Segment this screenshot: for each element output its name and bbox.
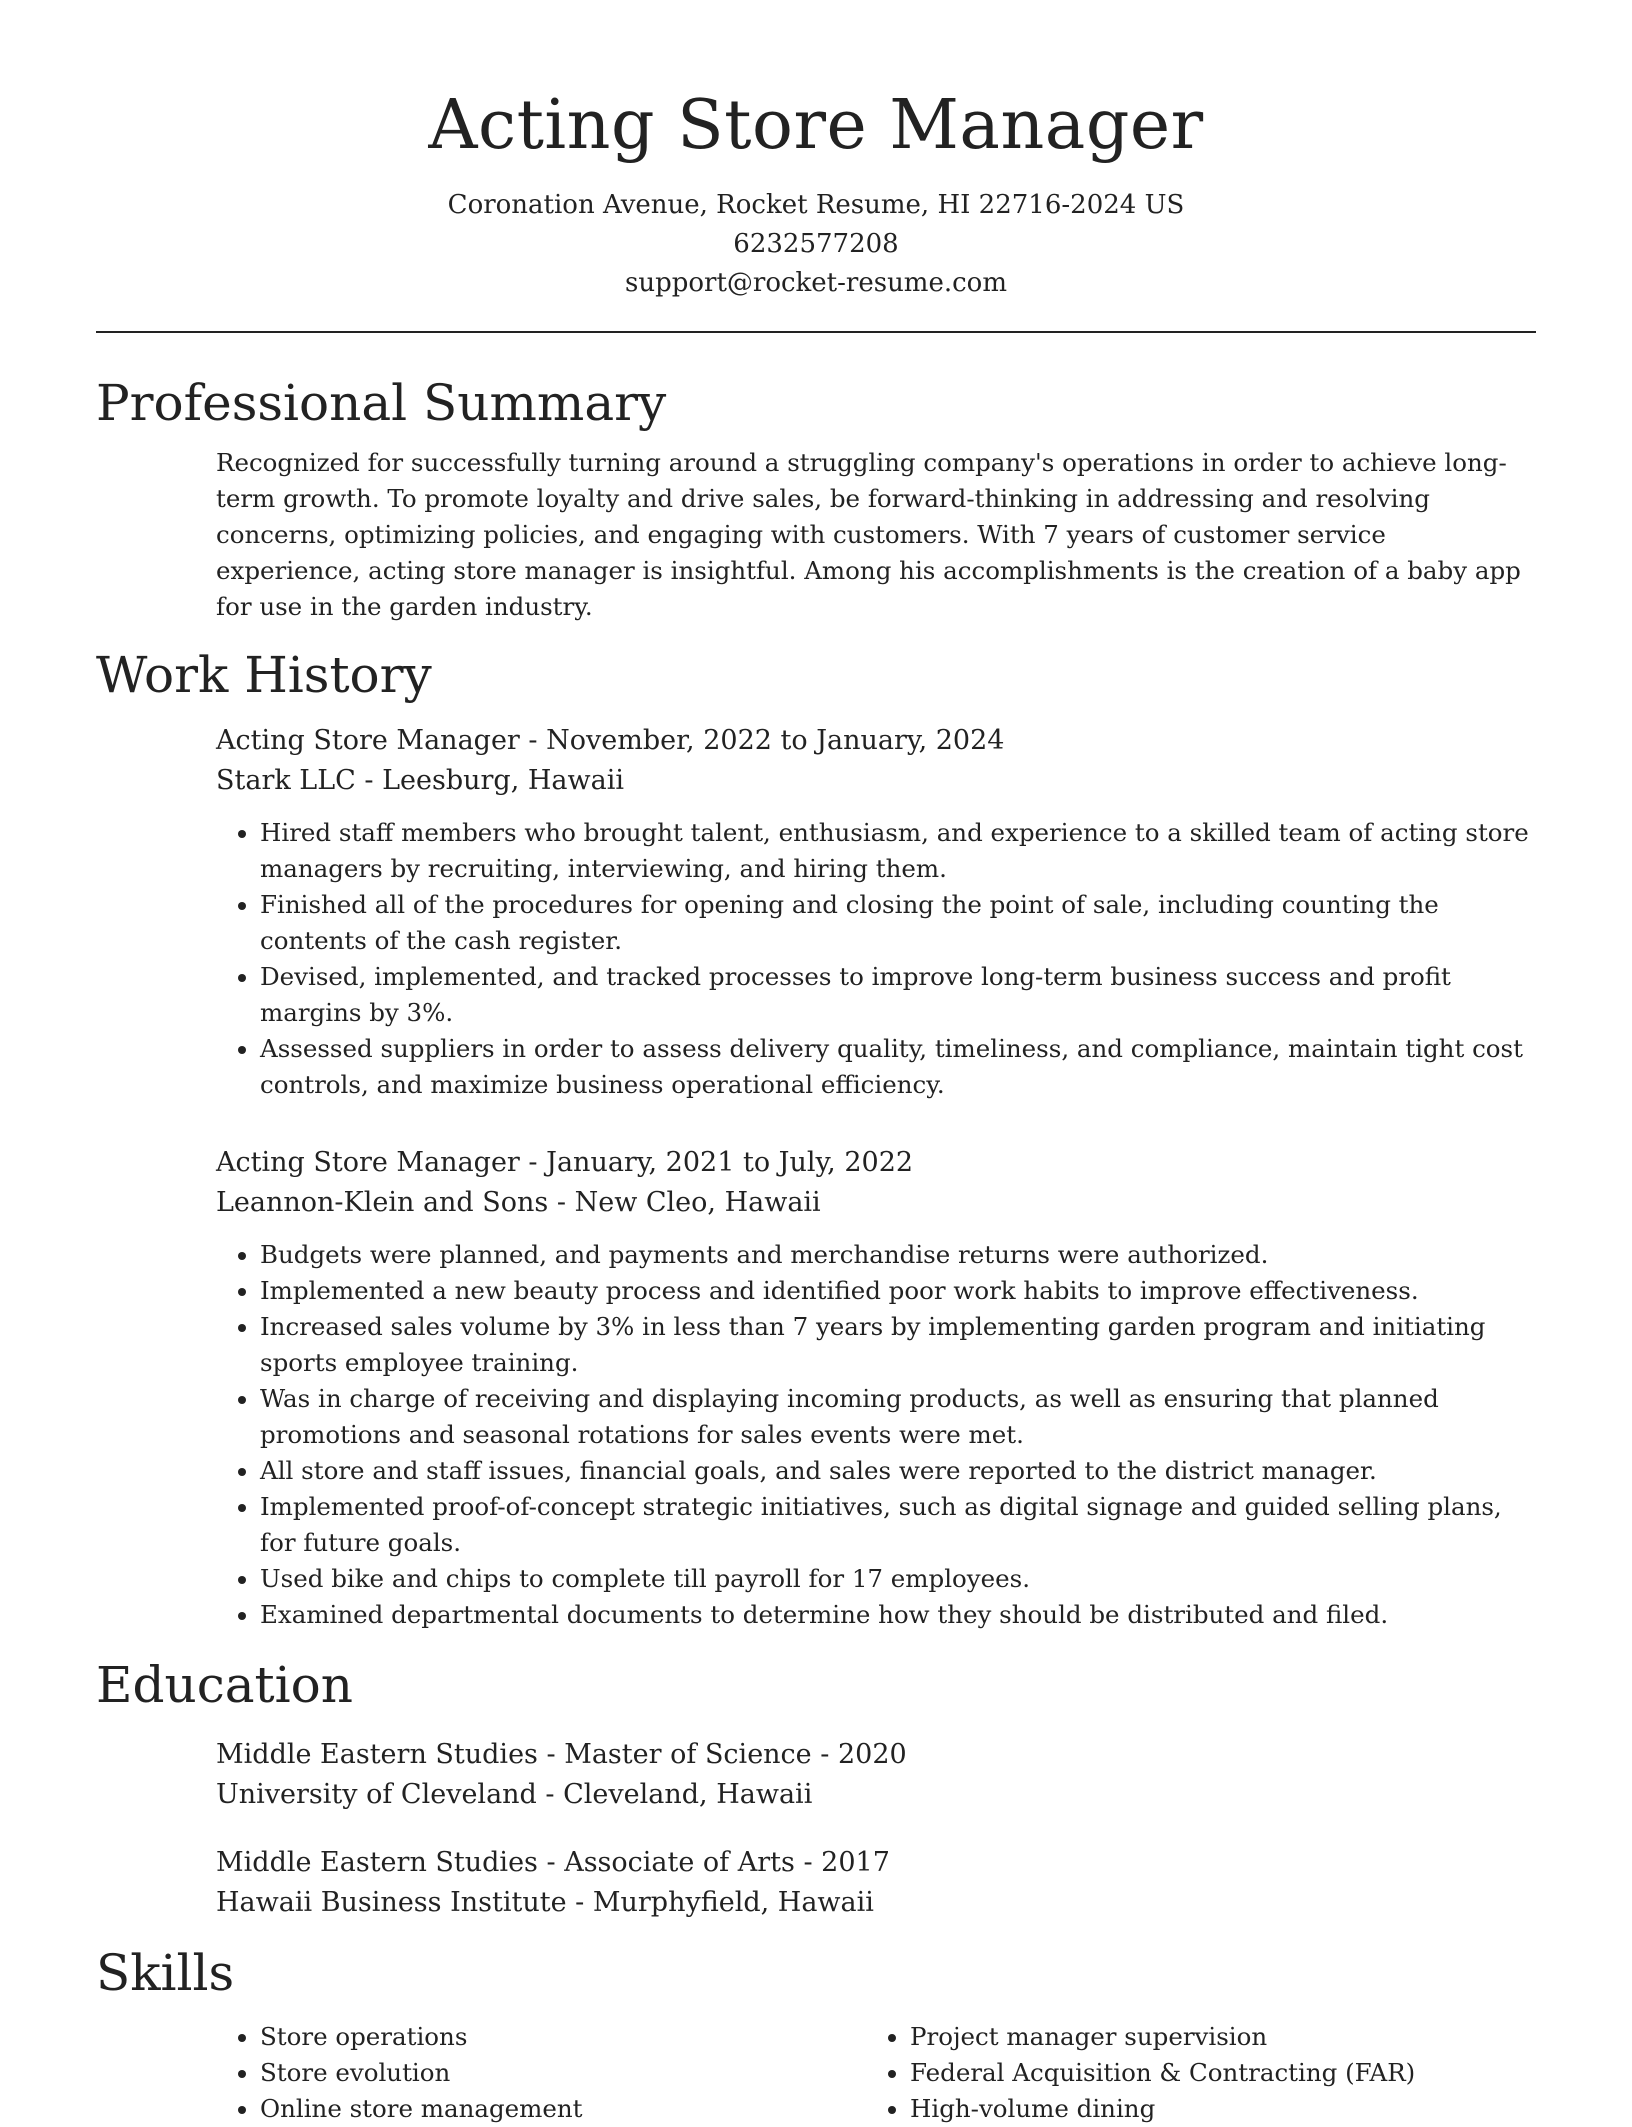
- header-divider: [96, 331, 1536, 333]
- skills-column-left: [216, 2019, 866, 2127]
- skill-item: • Online store management: [260, 2091, 866, 2127]
- education-school: University of Cleveland: [216, 1779, 537, 1810]
- job-dates: - November, 2022 to January, 2024: [519, 725, 1005, 756]
- job-title-line: [216, 721, 1536, 761]
- summary-heading: Professional Summary: [96, 374, 667, 432]
- work-history-section: [216, 721, 1536, 1633]
- summary-section: [216, 445, 1536, 625]
- contact-phone: 6232577208: [733, 229, 899, 259]
- job-company-line: [216, 1183, 1536, 1223]
- job-title: Acting Store Manager: [216, 1147, 520, 1178]
- job-bullet: • Implemented proof-of-concept strategic initiatives, such as digital signage and guided selling plans, for future goals.: [260, 1489, 1536, 1561]
- job-bullet: • Increased sales volume by 3% in less than 7 years by implementing garden program and initiating sports employee training.: [260, 1309, 1536, 1381]
- job-bullet: • Examined departmental documents to determine how they should be distributed and filed.: [260, 1597, 1536, 1633]
- job-bullet: • Was in charge of receiving and displaying incoming products, as well as ensuring that planned promotions and seasonal rotations for sales events were met.: [260, 1381, 1536, 1453]
- job-company: Stark LLC: [216, 765, 356, 796]
- job-location: - New Cleo, Hawaii: [548, 1187, 821, 1218]
- skill-item: • Project manager supervision: [910, 2019, 1516, 2055]
- candidate-name: Acting Store Manager: [428, 86, 1204, 165]
- education-degree: Middle Eastern Studies - Master of Science: [216, 1739, 812, 1770]
- skills-grid: [216, 2019, 1536, 2127]
- job-bullet: • All store and staff issues, financial goals, and sales were reported to the district manager.: [260, 1453, 1536, 1489]
- skills-heading: Skills: [96, 1944, 235, 2002]
- job-title-line: [216, 1143, 1536, 1183]
- education-section: [216, 1735, 1536, 1923]
- education-year: - 2020: [811, 1739, 907, 1770]
- skill-item: • High-volume dining: [910, 2091, 1516, 2127]
- job-title: Acting Store Manager: [216, 725, 520, 756]
- job-location: - Leesburg, Hawaii: [355, 765, 624, 796]
- job-entry: [216, 721, 1536, 1103]
- job-bullets: [216, 1237, 1536, 1633]
- job-company-line: [216, 761, 1536, 801]
- job-bullet: • Budgets were planned, and payments and merchandise returns were authorized.: [260, 1237, 1536, 1273]
- skill-item: • Store evolution: [260, 2055, 866, 2091]
- work-history-heading: Work History: [96, 646, 432, 704]
- education-degree: Middle Eastern Studies - Associate of Arts: [216, 1847, 795, 1878]
- job-bullet: • Used bike and chips to complete till payroll for 17 employees.: [260, 1561, 1536, 1597]
- summary-text: Recognized for successfully turning around a struggling company's operations in order to achieve long-term growth. To promote loyalty and drive sales, be forward-thinking in addressing and resolving concerns, optimizing policies, and engaging with customers. With 7 years of customer service experience, acting store manager is insightful. Among his accomplishments is the creation of a baby app for use in the garden industry.: [216, 448, 1521, 621]
- education-location: - Murphyfield, Hawaii: [566, 1887, 874, 1918]
- education-heading: Education: [96, 1656, 353, 1714]
- education-school-line: [216, 1883, 1536, 1923]
- job-bullets: [216, 815, 1536, 1103]
- skills-column-right: [866, 2019, 1516, 2127]
- contact-info: [96, 186, 1536, 303]
- job-company: Leannon-Klein and Sons: [216, 1187, 549, 1218]
- education-degree-line: [216, 1843, 1536, 1883]
- skills-section: [216, 2019, 1536, 2127]
- education-year: - 2017: [794, 1847, 890, 1878]
- education-school-line: [216, 1775, 1536, 1815]
- education-school: Hawaii Business Institute: [216, 1887, 567, 1918]
- education-location: - Cleveland, Hawaii: [536, 1779, 813, 1810]
- job-bullet: • Assessed suppliers in order to assess delivery quality, timeliness, and compliance, maintain tight cost controls, and maximize business operational efficiency.: [260, 1031, 1536, 1103]
- resume-page: [96, 0, 1536, 2127]
- skill-item: • Store operations: [260, 2019, 866, 2055]
- job-bullet: • Implemented a new beauty process and identified poor work habits to improve effectiveness.: [260, 1273, 1536, 1309]
- job-entry: [216, 1143, 1536, 1633]
- contact-address: Coronation Avenue, Rocket Resume, HI 22716-2024 US: [447, 190, 1185, 220]
- job-bullet: • Hired staff members who brought talent, enthusiasm, and experience to a skilled team of acting store managers by recruiting, interviewing, and hiring them.: [260, 815, 1536, 887]
- job-bullet: • Finished all of the procedures for opening and closing the point of sale, including counting the contents of the cash register.: [260, 887, 1536, 959]
- education-degree-line: [216, 1735, 1536, 1775]
- contact-email: support@rocket-resume.com: [624, 268, 1007, 298]
- resume-header: [96, 0, 1536, 303]
- education-entry: [216, 1843, 1536, 1923]
- skill-item: • Federal Acquisition & Contracting (FAR): [910, 2055, 1516, 2091]
- education-entry: [216, 1735, 1536, 1815]
- job-bullet: • Devised, implemented, and tracked processes to improve long-term business success and profit margins by 3%.: [260, 959, 1536, 1031]
- job-dates: - January, 2021 to July, 2022: [519, 1147, 914, 1178]
